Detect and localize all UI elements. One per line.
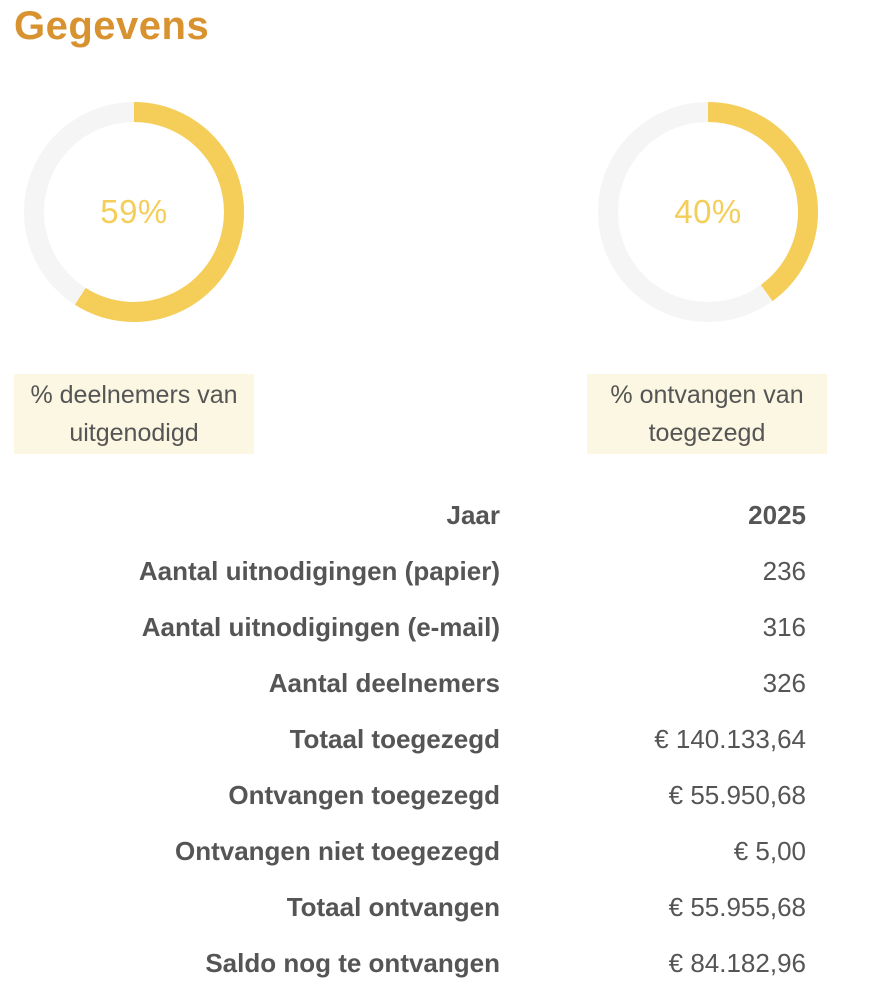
participants-percentage: 59% <box>100 193 168 230</box>
participants-gauge <box>22 100 246 324</box>
received-gauge <box>596 100 820 324</box>
page-title: Gegevens <box>14 4 210 48</box>
stats-row-received-unpledged <box>0 823 894 879</box>
stats-row-email-invitations <box>0 599 894 655</box>
stats-row-label: Aantal deelnemers <box>268 668 500 698</box>
stats-row-value: € 140.133,64 <box>654 724 806 754</box>
stats-row-participants <box>0 655 894 711</box>
participants-gauge-label <box>14 374 254 454</box>
stats-row-label: Saldo nog te ontvangen <box>205 948 500 978</box>
stats-row-label: Ontvangen toegezegd <box>228 780 500 810</box>
stats-row-value: 326 <box>762 668 806 698</box>
stats-row-label: Ontvangen niet toegezegd <box>174 836 500 866</box>
stats-header-row <box>0 487 894 543</box>
stats-header-year: 2025 <box>748 500 806 530</box>
gauge-label-line: toegezegd <box>648 419 766 447</box>
stats-row-total-received <box>0 879 894 935</box>
stats-row-balance-outstanding <box>0 935 894 991</box>
stats-row-value: € 84.182,96 <box>668 948 806 978</box>
received-percentage: 40% <box>674 193 742 230</box>
stats-row-value: 316 <box>762 612 806 642</box>
stats-row-label: Totaal toegezegd <box>289 724 500 754</box>
stats-row-value: € 55.950,68 <box>668 780 806 810</box>
stats-row-value: € 55.955,68 <box>668 892 806 922</box>
stats-row-received-pledged <box>0 767 894 823</box>
stats-row-paper-invitations <box>0 543 894 599</box>
stats-header-label: Jaar <box>446 500 500 530</box>
received-gauge-label <box>587 374 827 454</box>
gauge-label-line: % deelnemers van <box>30 381 238 409</box>
stats-row-label: Aantal uitnodigingen (papier) <box>138 556 500 586</box>
stats-row-value: 236 <box>762 556 806 586</box>
gauge-label-line: % ontvangen van <box>610 381 804 409</box>
stats-row-total-pledged <box>0 711 894 767</box>
stats-row-label: Aantal uitnodigingen (e-mail) <box>141 612 500 642</box>
stats-row-label: Totaal ontvangen <box>286 892 500 922</box>
stats-row-value: € 5,00 <box>733 836 806 866</box>
gauge-label-line: uitgenodigd <box>69 419 199 447</box>
